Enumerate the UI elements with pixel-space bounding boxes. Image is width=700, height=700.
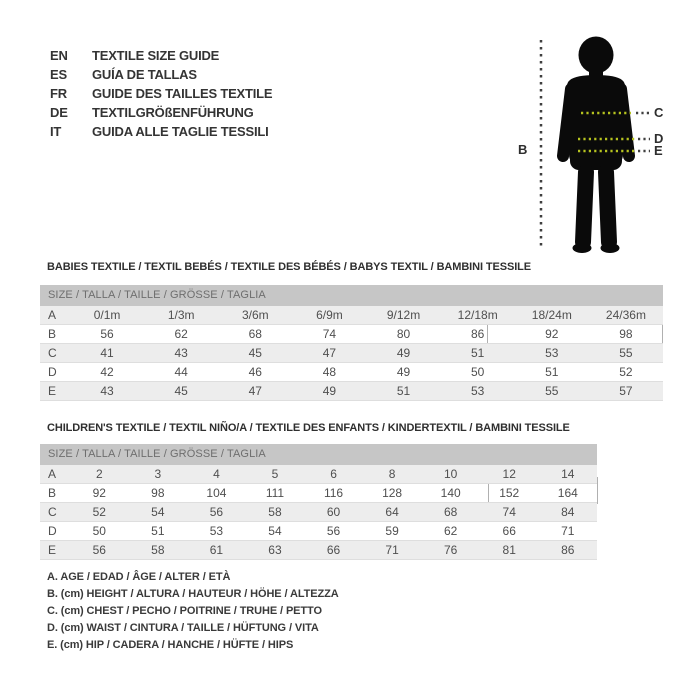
table-cell: 66 <box>502 524 516 538</box>
row-label: C <box>48 346 57 360</box>
table-cell: 49 <box>396 346 411 360</box>
table-cell: 4 <box>213 467 220 481</box>
table-cell: 62 <box>174 327 188 341</box>
table-cell: 53 <box>471 384 485 398</box>
row-label: A <box>48 308 57 322</box>
table-cell: 9/12m <box>386 308 421 322</box>
legend-row: A. AGE / EDAD / ÂGE / ALTER / ETÀ <box>47 571 231 583</box>
table-cell: 59 <box>385 524 399 538</box>
table-cell: 54 <box>268 524 282 538</box>
row-label: D <box>48 365 57 379</box>
babies-size-table <box>40 285 663 401</box>
size-table-header: SIZE / TALLA / TAILLE / GRÖSSE / TAGLIA <box>40 444 597 465</box>
table-cell: 86 <box>561 543 575 557</box>
table-cell: 74 <box>322 327 337 341</box>
language-title: TEXTILE SIZE GUIDE <box>92 48 220 63</box>
table-cell: 47 <box>248 384 262 398</box>
table-cell: 92 <box>545 327 559 341</box>
row-cells <box>70 382 663 400</box>
language-code: FR <box>50 86 67 101</box>
table-cell: 57 <box>619 384 633 398</box>
table-cell: 6/9m <box>316 308 343 322</box>
table-cell: 56 <box>326 524 341 538</box>
table-cell: 50 <box>471 365 485 379</box>
table-cell: 50 <box>92 524 106 538</box>
row-cells <box>70 344 663 362</box>
table-cell: 10 <box>443 467 458 481</box>
table-row <box>40 382 663 401</box>
table-cell: 51 <box>151 524 165 538</box>
row-cells <box>70 306 663 324</box>
table-cell: 45 <box>174 384 188 398</box>
language-row <box>50 65 272 84</box>
row-cells <box>70 541 597 559</box>
language-title: TEXTILGRÖßENFÜHRUNG <box>92 105 254 120</box>
row-cells <box>70 503 597 521</box>
measurement-figure <box>510 22 696 262</box>
table-cell: 98 <box>151 486 165 500</box>
table-cell: 52 <box>619 365 633 379</box>
language-row <box>50 103 272 122</box>
table-cell: 58 <box>151 543 165 557</box>
table-cell: 3 <box>154 467 162 481</box>
babies-section-title: BABIES TEXTILE / TEXTIL BEBÉS / TEXTILE DES BÉBÉS / BABYS TEXTIL / BAMBINI TESSILE <box>47 261 532 273</box>
language-title: GUIDE DES TAILLES TEXTILE <box>92 86 273 101</box>
table-cell: 92 <box>92 486 106 500</box>
table-cell: 164 <box>557 486 578 500</box>
table-cell: 45 <box>248 346 262 360</box>
table-cell: 62 <box>443 524 458 538</box>
table-cell: 8 <box>388 467 396 481</box>
row-cells <box>70 465 597 483</box>
table-cell: 18/24m <box>531 308 572 322</box>
row-cells <box>70 363 663 381</box>
legend-row: C. (cm) CHEST / PECHO / POITRINE / TRUHE / PETTO <box>47 605 322 617</box>
table-cell: 2 <box>95 467 103 481</box>
table-cell: 46 <box>248 365 262 379</box>
table-cell: 111 <box>265 486 285 500</box>
table-cell: 51 <box>545 365 559 379</box>
size-table-header: SIZE / TALLA / TAILLE / GRÖSSE / TAGLIA <box>40 285 663 306</box>
table-cell: 71 <box>385 543 399 557</box>
table-cell: 61 <box>209 543 224 557</box>
table-cell: 98 <box>619 327 633 341</box>
table-cell: 76 <box>443 543 458 557</box>
table-row <box>40 541 597 560</box>
table-cell: 84 <box>561 505 575 519</box>
table-cell: 0/1m <box>93 308 121 322</box>
table-row <box>40 363 663 382</box>
row-label: D <box>48 524 57 538</box>
table-cell: 53 <box>545 346 559 360</box>
height-measure-label: B <box>518 142 528 157</box>
table-cell: 52 <box>92 505 106 519</box>
table-cell: 6 <box>330 467 337 481</box>
table-cell: 5 <box>271 467 279 481</box>
language-row <box>50 84 272 103</box>
table-cell: 51 <box>471 346 485 360</box>
table-cell: 56 <box>209 505 224 519</box>
table-row <box>40 522 597 541</box>
table-cell: 81 <box>502 543 516 557</box>
language-code: ES <box>50 67 67 82</box>
table-cell: 24/36m <box>605 308 646 322</box>
language-title: GUÍA DE TALLAS <box>92 67 197 82</box>
table-cell: 152 <box>499 486 520 500</box>
table-row <box>40 325 663 344</box>
table-row <box>40 306 663 325</box>
language-title: GUIDA ALLE TAGLIE TESSILI <box>92 124 269 139</box>
table-cell: 128 <box>382 486 403 500</box>
table-cell: 14 <box>561 467 575 481</box>
row-label: C <box>48 505 57 519</box>
chest-measure-label: C <box>654 105 664 120</box>
table-cell: 56 <box>100 327 114 341</box>
table-cell: 63 <box>268 543 282 557</box>
measurement-legend <box>47 569 339 654</box>
babies-table-rows <box>40 306 663 401</box>
row-cells <box>70 325 663 343</box>
row-label: A <box>48 467 57 481</box>
table-cell: 54 <box>151 505 165 519</box>
hip-measure-label: E <box>654 143 663 158</box>
language-code: EN <box>50 48 68 63</box>
child-silhouette-figure <box>510 22 696 262</box>
language-list <box>50 46 272 141</box>
table-row <box>40 465 597 484</box>
table-cell: 41 <box>100 346 114 360</box>
table-cell: 68 <box>443 505 458 519</box>
table-cell: 3/6m <box>241 308 269 322</box>
table-cell: 86 <box>471 327 485 341</box>
table-cell: 47 <box>322 346 337 360</box>
children-size-table <box>40 444 597 560</box>
children-section-title: CHILDREN'S TEXTILE / TEXTIL NIÑO/A / TEXTILE DES ENFANTS / KINDERTEXTIL / BAMBINI TESSILE <box>47 422 570 434</box>
legend-row: D. (cm) WAIST / CINTURA / TAILLE / HÜFTUNG / VITA <box>47 622 319 634</box>
children-table-rows <box>40 465 597 560</box>
table-cell: 48 <box>322 365 337 379</box>
table-cell: 140 <box>440 486 461 500</box>
row-label: E <box>48 543 57 557</box>
row-label: E <box>48 384 57 398</box>
table-cell: 53 <box>209 524 224 538</box>
table-cell: 80 <box>396 327 411 341</box>
row-cells <box>70 484 597 502</box>
table-cell: 49 <box>322 384 337 398</box>
table-cell: 56 <box>92 543 106 557</box>
table-cell: 49 <box>396 365 411 379</box>
table-cell: 42 <box>100 365 114 379</box>
legend-row: E. (cm) HIP / CADERA / HANCHE / HÜFTE / HIPS <box>47 639 294 651</box>
table-cell: 55 <box>545 384 559 398</box>
row-label: B <box>48 327 57 341</box>
table-cell: 12/18m <box>457 308 498 322</box>
language-row <box>50 122 272 141</box>
table-cell: 1/3m <box>167 308 195 322</box>
table-cell: 104 <box>206 486 227 500</box>
table-row <box>40 344 663 363</box>
table-cell: 64 <box>385 505 399 519</box>
row-label: B <box>48 486 57 500</box>
table-cell: 71 <box>561 524 575 538</box>
table-row <box>40 503 597 522</box>
table-cell: 43 <box>100 384 114 398</box>
child-body-icon <box>563 37 629 254</box>
language-row <box>50 46 272 65</box>
table-cell: 68 <box>248 327 262 341</box>
table-cell: 58 <box>268 505 282 519</box>
table-row <box>40 484 597 503</box>
language-code: IT <box>50 124 62 139</box>
table-cell: 55 <box>619 346 633 360</box>
table-cell: 12 <box>502 467 516 481</box>
language-code: DE <box>50 105 68 120</box>
table-cell: 44 <box>174 365 188 379</box>
table-cell: 60 <box>326 505 341 519</box>
legend-row: B. (cm) HEIGHT / ALTURA / HAUTEUR / HÖHE / ALTEZZA <box>47 588 339 600</box>
table-cell: 51 <box>396 384 411 398</box>
table-cell: 43 <box>174 346 188 360</box>
table-cell: 74 <box>502 505 516 519</box>
row-cells <box>70 522 597 540</box>
waist-measure-label: D <box>654 131 664 146</box>
table-cell: 66 <box>326 543 341 557</box>
table-cell: 116 <box>323 486 344 500</box>
